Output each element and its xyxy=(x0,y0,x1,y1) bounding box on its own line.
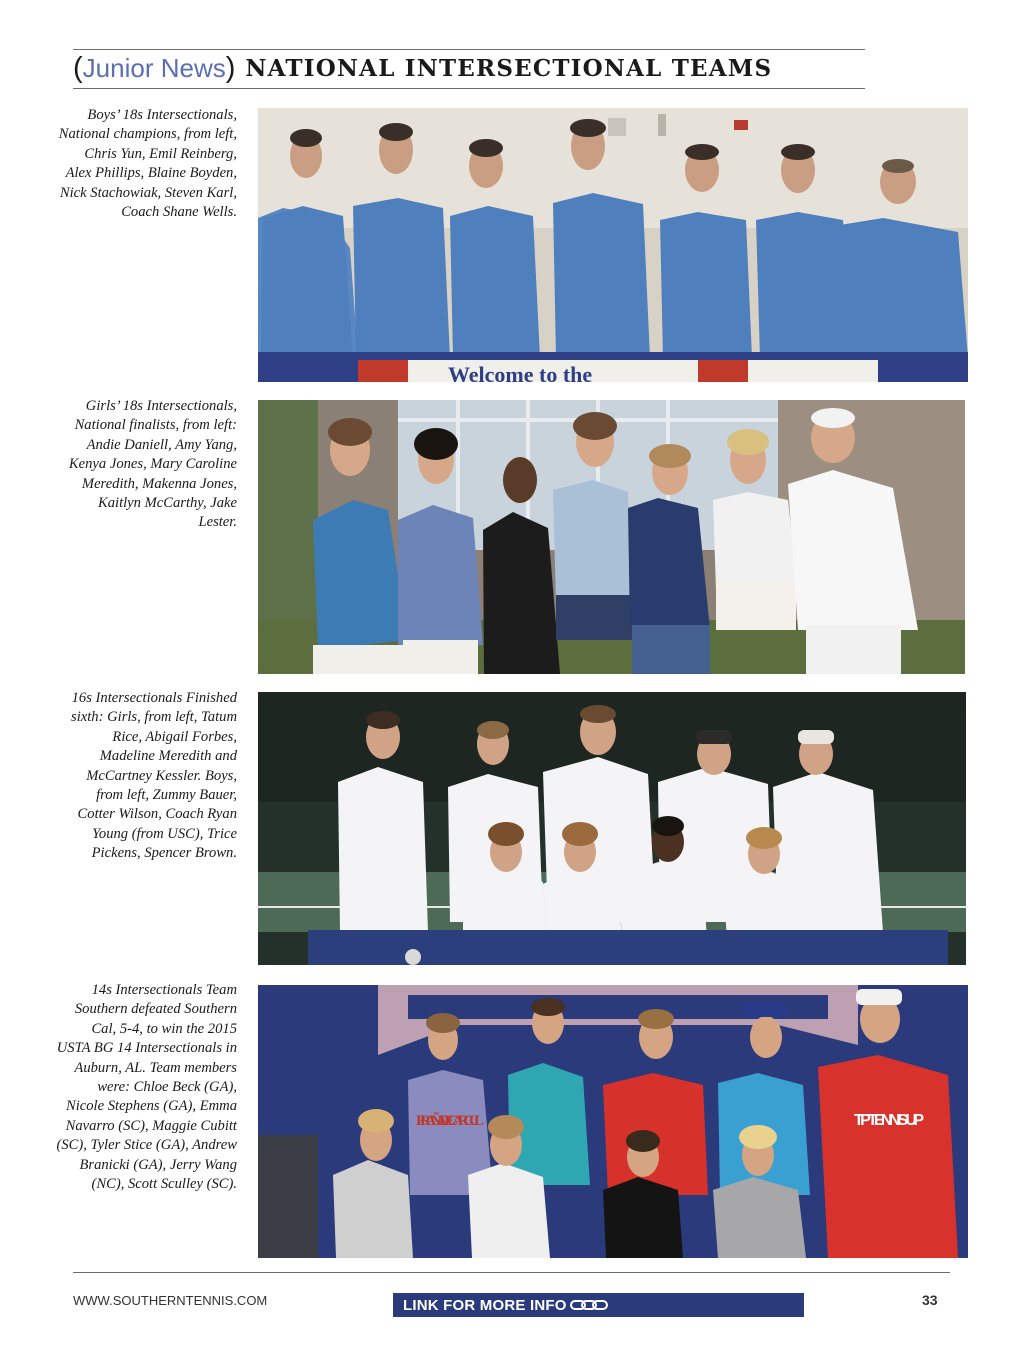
footer-rule xyxy=(73,1272,950,1273)
page-header xyxy=(73,50,865,86)
shirt-text-2: TP TENNIS UP xyxy=(854,1112,924,1129)
photo-girls-18s xyxy=(258,400,965,674)
link-more-info-button[interactable] xyxy=(393,1293,804,1317)
page-number: 33 xyxy=(922,1292,938,1308)
photo-16s xyxy=(258,692,966,965)
header-bottom-rule xyxy=(73,88,865,89)
caption-16s: 16s Intersectionals Finished sixth: Girls, from left, Tatum Rice, Abigail Forbes, Madeline Meredith and McCartney Kessler. Boys, from left, Zummy Bauer, Cotter Wilson, Coach Ryan Young (from USC), Trice Pickens, Spencer Brown. xyxy=(71,690,237,862)
caption-14s: 14s Intersectionals Team Southern defeated Southern Cal, 5-4, to win the 2015 USTA BG 14 Intersectionals in Auburn, AL. Team members were: Chloe Beck (GA), Nicole Stephens (GA), Emma Navarro (SC), Maggie Cubitt (SC), Tyler Stice (GA), Andrew Branicki (GA), Jerry Wang (NC), Scott Sculley (SC). xyxy=(56,982,237,1193)
website-url: WWW.SOUTHERNTENNIS.COM xyxy=(73,1293,268,1308)
chain-link-icon xyxy=(570,1298,610,1312)
photo-boys-18s xyxy=(258,108,968,382)
banner-text: Welcome to the xyxy=(448,362,593,382)
page-title: NATIONAL INTERSECTIONAL TEAMS xyxy=(245,54,773,82)
caption-boys-18s: Boys’ 18s Intersectionals, National champions, from left, Chris Yun, Emil Reinberg, Alex Phillips, Blaine Boyden, Nick Stachowiak, Steven Karl, Coach Shane Wells. xyxy=(58,107,237,221)
header-open-paren: ( xyxy=(73,51,83,84)
section-label: Junior News xyxy=(82,52,226,83)
photo-14s xyxy=(258,985,968,1258)
caption-girls-18s: Girls’ 18s Intersectionals, National finalists, from left: Andie Daniell, Amy Yang, Kenya Jones, Mary Caroline Meredith, Makenna Jones, Kaitlyn McCarthy, Jake Lester. xyxy=(68,398,237,531)
header-close-paren: ) xyxy=(225,51,236,84)
shirt-text-1: PIRAÑA DE CARCUL xyxy=(416,1113,484,1129)
link-more-info-label: LINK FOR MORE INFO xyxy=(403,1296,567,1314)
